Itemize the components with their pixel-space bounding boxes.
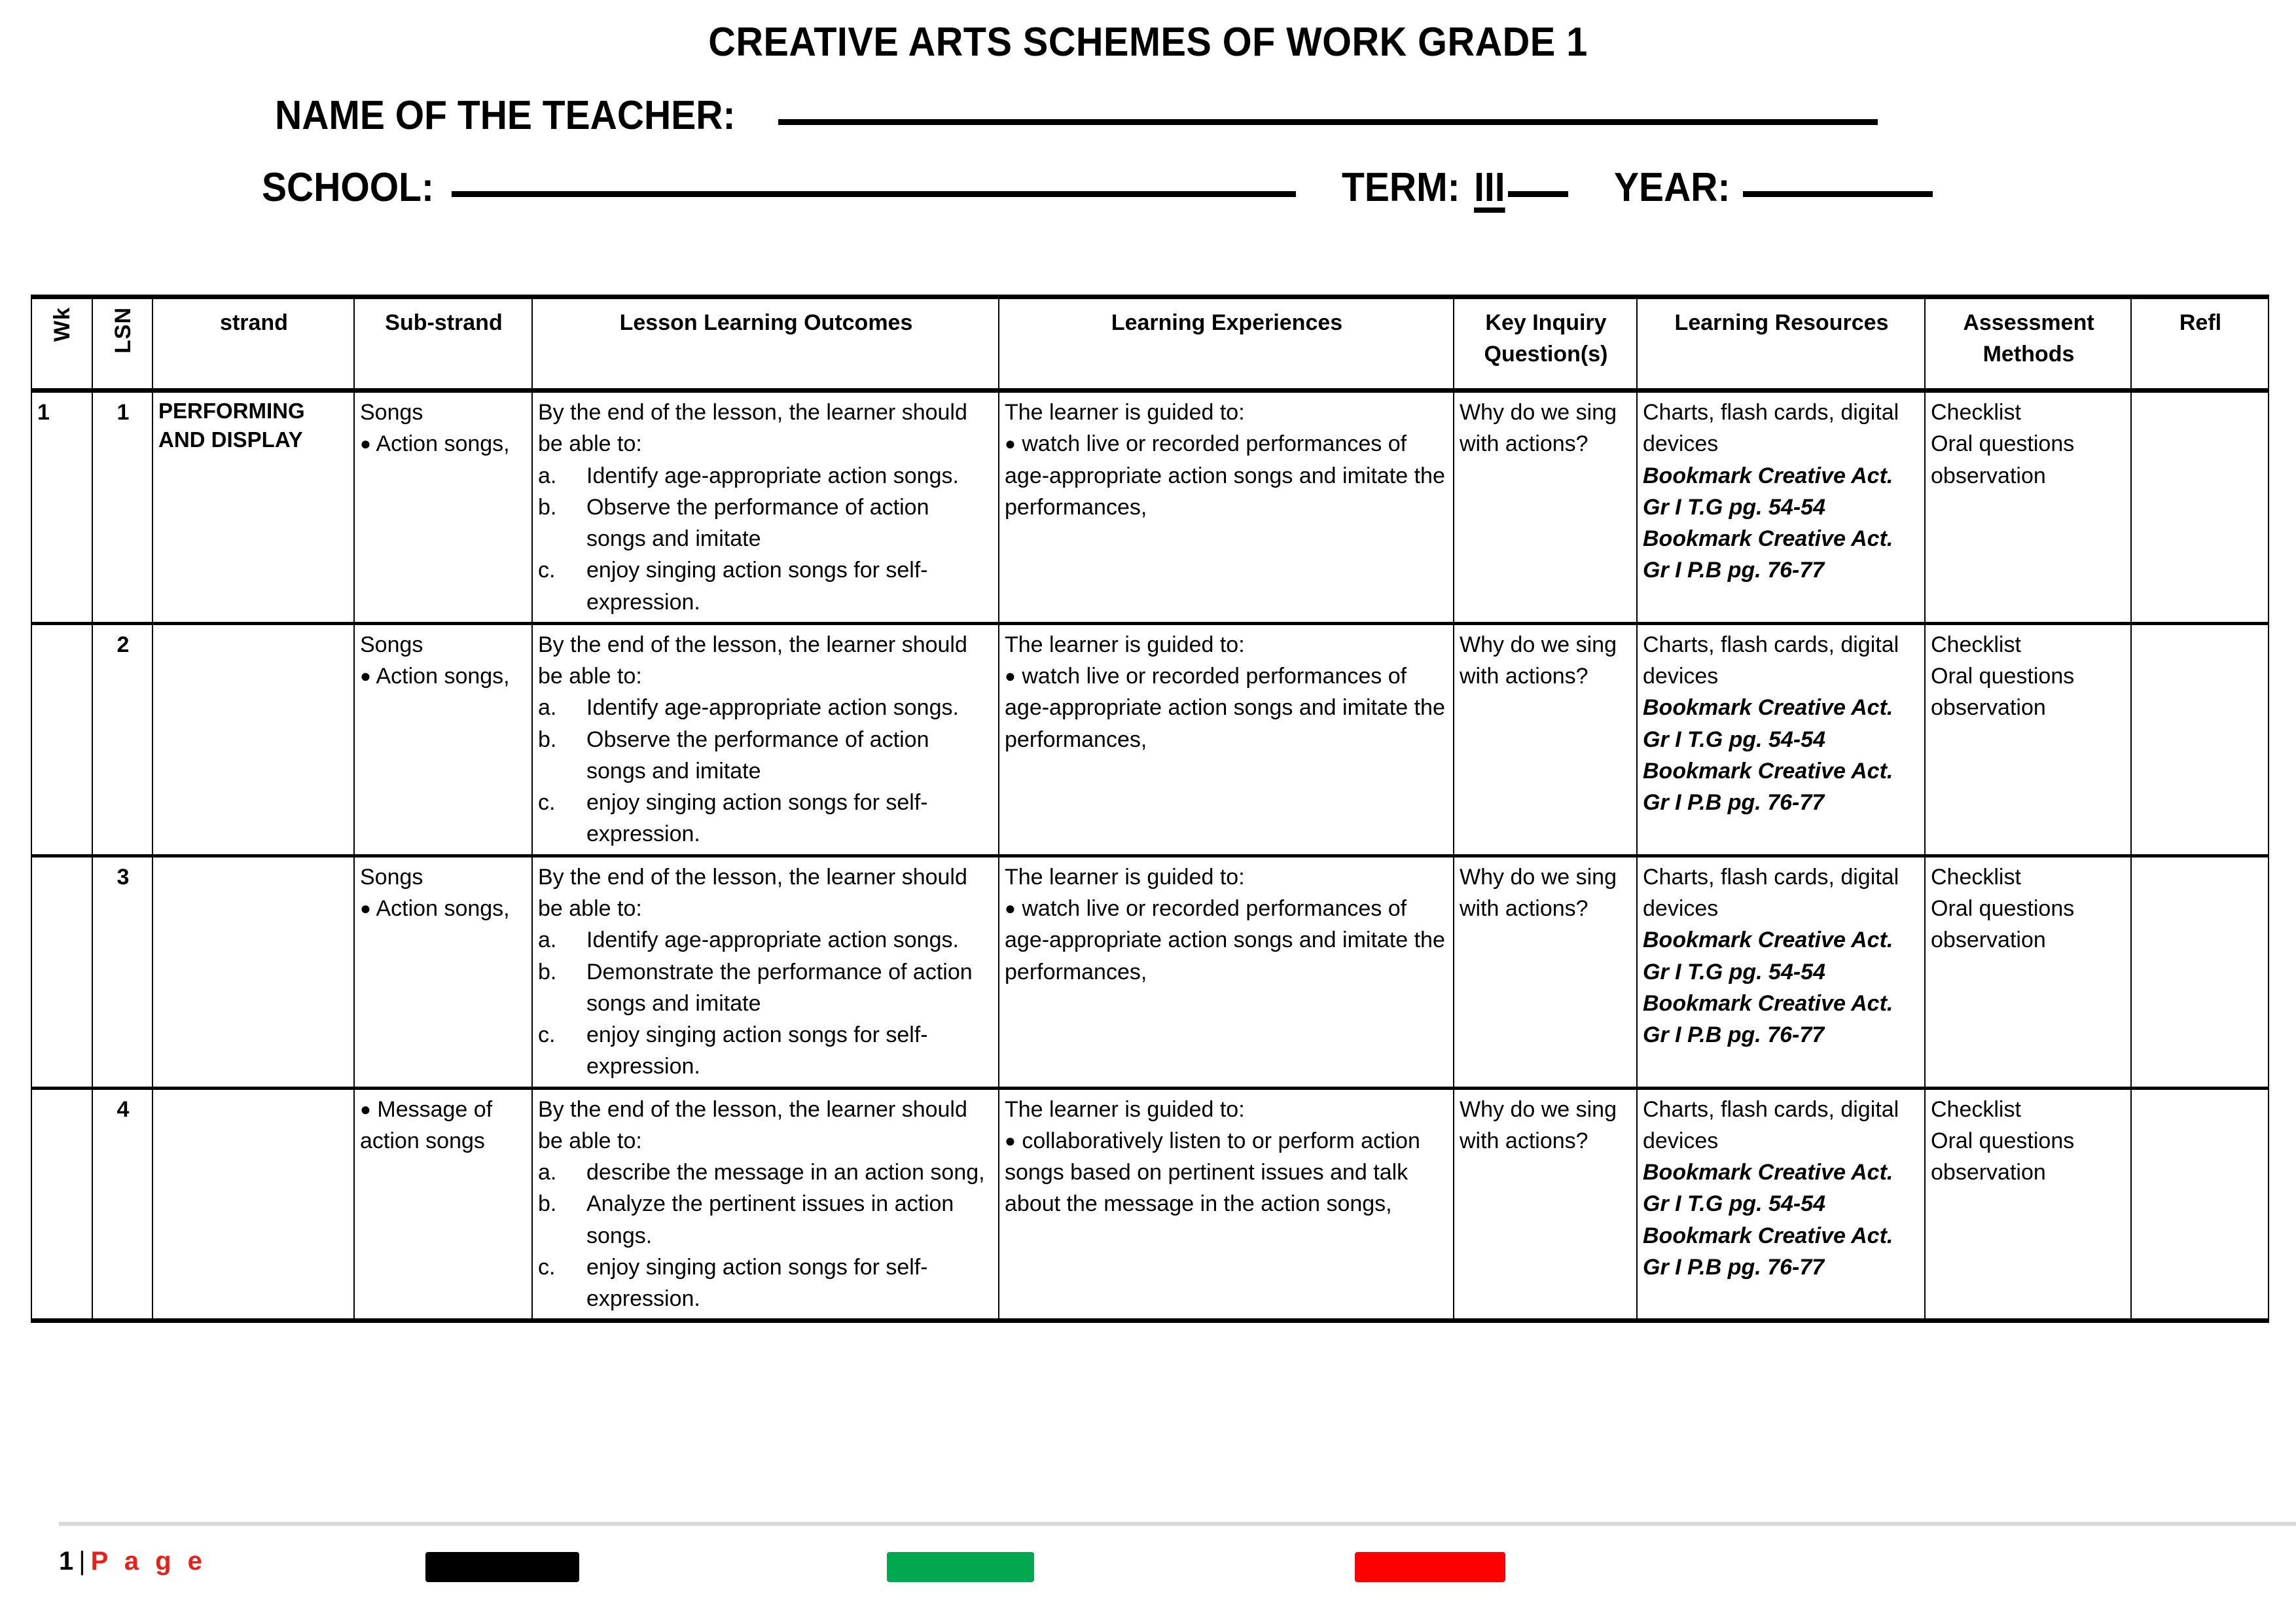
llo-item-marker: c. bbox=[538, 790, 556, 816]
assessment-method-item: observation bbox=[1931, 463, 2046, 488]
le-bullet: ● watch live or recorded performances of age-appropriate action songs and imitate the performances, bbox=[1005, 664, 1445, 752]
teacher-name-label: NAME OF THE TEACHER: bbox=[275, 93, 736, 138]
bullet-icon: ● bbox=[1005, 433, 1016, 454]
le-bullet: ● watch live or recorded performances of age-appropriate action songs and imitate the performances, bbox=[1005, 431, 1445, 520]
assessment-method-item: observation bbox=[1931, 1160, 2046, 1185]
cell-learning-experiences bbox=[999, 1088, 1454, 1321]
table-row bbox=[31, 391, 2269, 624]
cell-assessment-methods bbox=[1925, 1088, 2131, 1321]
cell-learning-resources bbox=[1637, 856, 1925, 1088]
learning-resources-plain: Charts, flash cards, digital devices bbox=[1643, 632, 1899, 689]
llo-item-text: Identify age-appropriate action songs. bbox=[586, 928, 959, 953]
column-header-assessment-methods bbox=[1925, 297, 2131, 391]
cell-assessment-methods bbox=[1925, 623, 2131, 856]
le-intro: The learner is guided to: bbox=[1005, 632, 1245, 657]
term-value[interactable]: III bbox=[1474, 165, 1505, 210]
llo-intro: By the end of the lesson, the learner should be able to: bbox=[538, 864, 967, 921]
assessment-method-item: Checklist bbox=[1931, 864, 2021, 890]
cell-sub-strand bbox=[354, 856, 532, 1088]
learning-resources-plain: Charts, flash cards, digital devices bbox=[1643, 400, 1899, 457]
school-label: SCHOOL: bbox=[262, 165, 435, 210]
le-bullet: ● collaboratively listen to or perform action songs based on pertinent issues and talk about the message in the action songs, bbox=[1005, 1128, 1420, 1217]
le-intro: The learner is guided to: bbox=[1005, 864, 1245, 890]
learning-resource-reference: Bookmark Creative Act. Gr I T.G pg. 54-54 bbox=[1643, 928, 1893, 984]
cell-lesson-learning-outcomes bbox=[532, 856, 999, 1088]
page-footer bbox=[46, 1535, 2258, 1607]
column-header-key-inquiry-questions bbox=[1454, 297, 1637, 391]
learning-resource-reference: Bookmark Creative Act. Gr I P.B pg. 76-77 bbox=[1643, 990, 1893, 1048]
cell-lesson-number: 4 bbox=[92, 1088, 152, 1321]
llo-item bbox=[538, 956, 994, 1020]
sub-strand-bullet: ● Action songs, bbox=[360, 664, 510, 689]
column-header-lr-label: Learning Resources bbox=[1674, 310, 1889, 335]
column-header-kiq-line2: Question(s) bbox=[1484, 342, 1608, 367]
column-header-strand bbox=[152, 297, 354, 391]
assessment-method-item: Oral questions bbox=[1931, 431, 2075, 457]
cell-sub-strand bbox=[354, 623, 532, 856]
cell-week bbox=[31, 1088, 92, 1321]
llo-item bbox=[538, 492, 994, 555]
llo-item-marker: a. bbox=[538, 463, 557, 488]
sub-strand-title: Songs bbox=[360, 400, 423, 425]
school-term-year-row bbox=[0, 136, 2296, 208]
assessment-method-item: observation bbox=[1931, 928, 2046, 953]
sub-strand-bullet: ● Action songs, bbox=[360, 431, 510, 457]
page-number-value: 1 bbox=[59, 1547, 75, 1576]
llo-item-text: enjoy singing action songs for self-expression. bbox=[586, 558, 928, 615]
llo-item-marker: b. bbox=[538, 727, 557, 752]
column-header-refl-label: Refl bbox=[2179, 310, 2222, 335]
llo-item-text: Identify age-appropriate action songs. bbox=[586, 463, 959, 488]
learning-resources-plain: Charts, flash cards, digital devices bbox=[1643, 864, 1899, 921]
cell-learning-resources bbox=[1637, 623, 1925, 856]
table-row bbox=[31, 856, 2269, 1088]
column-header-sub-strand bbox=[354, 297, 532, 391]
column-header-llo-label: Lesson Learning Outcomes bbox=[619, 310, 913, 335]
assessment-method-item: Oral questions bbox=[1931, 1128, 2075, 1153]
cell-learning-experiences bbox=[999, 391, 1454, 624]
cell-learning-resources bbox=[1637, 391, 1925, 624]
sub-strand-bullet: ● Message of action songs bbox=[360, 1096, 493, 1153]
bullet-icon: ● bbox=[360, 897, 371, 918]
school-blank-line[interactable] bbox=[452, 191, 1296, 197]
footer-bar-green bbox=[887, 1552, 1034, 1582]
cell-sub-strand bbox=[354, 1088, 532, 1321]
cell-week bbox=[31, 856, 92, 1088]
teacher-name-blank-line[interactable] bbox=[778, 119, 1878, 125]
le-intro: The learner is guided to: bbox=[1005, 1096, 1245, 1122]
llo-item-marker: c. bbox=[538, 1022, 556, 1048]
assessment-method-item: observation bbox=[1931, 695, 2046, 721]
llo-item bbox=[538, 1252, 994, 1315]
column-header-learning-resources bbox=[1637, 297, 1925, 391]
table-body bbox=[31, 391, 2269, 1321]
llo-item bbox=[538, 724, 994, 787]
column-header-lsn bbox=[92, 297, 152, 391]
term-label: TERM: bbox=[1341, 165, 1460, 210]
llo-item bbox=[538, 1188, 994, 1252]
cell-lesson-number: 1 bbox=[92, 391, 152, 624]
learning-resource-reference: Bookmark Creative Act. Gr I P.B pg. 76-77 bbox=[1643, 758, 1893, 816]
assessment-method-item: Oral questions bbox=[1931, 664, 2075, 689]
llo-item-marker: b. bbox=[538, 959, 557, 984]
cell-strand bbox=[152, 1088, 354, 1321]
llo-item bbox=[538, 924, 994, 956]
llo-intro: By the end of the lesson, the learner should be able to: bbox=[538, 1096, 967, 1153]
bullet-icon: ● bbox=[360, 1098, 371, 1119]
column-header-wk-label: Wk bbox=[50, 307, 75, 342]
le-intro: The learner is guided to: bbox=[1005, 400, 1245, 425]
column-header-lsn-label: LSN bbox=[110, 307, 135, 353]
bullet-icon: ● bbox=[1005, 1130, 1016, 1151]
column-header-kiq-line1: Key Inquiry bbox=[1485, 310, 1607, 335]
llo-item bbox=[538, 1157, 994, 1188]
page-word-label: P a g e bbox=[90, 1547, 207, 1576]
bullet-icon: ● bbox=[1005, 897, 1016, 918]
cell-assessment-methods bbox=[1925, 856, 2131, 1088]
table-row bbox=[31, 623, 2269, 856]
year-label: YEAR: bbox=[1613, 165, 1731, 210]
bullet-icon: ● bbox=[1005, 666, 1016, 687]
column-header-lesson-learning-outcomes bbox=[532, 297, 999, 391]
cell-key-inquiry-question: Why do we sing with actions? bbox=[1454, 391, 1637, 624]
cell-strand bbox=[152, 623, 354, 856]
llo-item-marker: b. bbox=[538, 1191, 557, 1217]
cell-lesson-learning-outcomes bbox=[532, 1088, 999, 1321]
page-title: CREATIVE ARTS SCHEMES OF WORK GRADE 1 bbox=[708, 20, 1588, 65]
year-blank-line[interactable] bbox=[1743, 191, 1933, 197]
table-row bbox=[31, 1088, 2269, 1321]
llo-item-text: Observe the performance of action songs and imitate bbox=[586, 494, 929, 552]
column-header-refl bbox=[2131, 297, 2269, 391]
cell-week bbox=[31, 623, 92, 856]
llo-item-text: enjoy singing action songs for self-expression. bbox=[586, 1022, 928, 1079]
llo-item bbox=[538, 460, 994, 492]
llo-item-text: enjoy singing action songs for self-expression. bbox=[586, 1254, 928, 1312]
cell-lesson-learning-outcomes bbox=[532, 623, 999, 856]
page-number-indicator bbox=[59, 1547, 207, 1576]
column-header-sub-strand-label: Sub-strand bbox=[385, 310, 503, 335]
llo-list bbox=[538, 924, 994, 1082]
llo-item-marker: c. bbox=[538, 1254, 556, 1280]
strand-name: PERFORMING AND DISPLAY bbox=[158, 399, 305, 452]
llo-item-marker: a. bbox=[538, 1160, 557, 1185]
footer-bar-red bbox=[1355, 1552, 1505, 1582]
teacher-name-field-row bbox=[0, 63, 2296, 136]
cell-learning-resources bbox=[1637, 1088, 1925, 1321]
bullet-icon: ● bbox=[360, 433, 371, 454]
cell-key-inquiry-question: Why do we sing with actions? bbox=[1454, 1088, 1637, 1321]
llo-item-marker: c. bbox=[538, 558, 556, 583]
cell-key-inquiry-question: Why do we sing with actions? bbox=[1454, 856, 1637, 1088]
cell-reflection[interactable] bbox=[2131, 391, 2269, 624]
llo-list bbox=[538, 460, 994, 618]
assessment-method-item: Checklist bbox=[1931, 632, 2021, 657]
cell-strand bbox=[152, 856, 354, 1088]
llo-item-text: Observe the performance of action songs and imitate bbox=[586, 727, 929, 784]
le-bullet: ● watch live or recorded performances of age-appropriate action songs and imitate the performances, bbox=[1005, 895, 1445, 984]
llo-item bbox=[538, 787, 994, 850]
learning-resource-reference: Bookmark Creative Act. Gr I P.B pg. 76-77 bbox=[1643, 1223, 1893, 1280]
llo-list bbox=[538, 1157, 994, 1314]
llo-item-text: Analyze the pertinent issues in action songs. bbox=[586, 1191, 954, 1248]
term-blank-line[interactable] bbox=[1508, 191, 1568, 197]
llo-intro: By the end of the lesson, the learner should be able to: bbox=[538, 400, 967, 457]
llo-intro: By the end of the lesson, the learner should be able to: bbox=[538, 632, 967, 689]
cell-learning-experiences bbox=[999, 856, 1454, 1088]
llo-item-text: Identify age-appropriate action songs. bbox=[586, 695, 959, 721]
sub-strand-title: Songs bbox=[360, 864, 423, 890]
assessment-method-item: Checklist bbox=[1931, 400, 2021, 425]
learning-resource-reference: Bookmark Creative Act. Gr I T.G pg. 54-54 bbox=[1643, 463, 1893, 520]
learning-resources-plain: Charts, flash cards, digital devices bbox=[1643, 1096, 1899, 1153]
cell-key-inquiry-question: Why do we sing with actions? bbox=[1454, 623, 1637, 856]
llo-item bbox=[538, 1019, 994, 1083]
footer-bar-black bbox=[425, 1552, 579, 1582]
cell-reflection[interactable] bbox=[2131, 1088, 2269, 1321]
cell-reflection[interactable] bbox=[2131, 856, 2269, 1088]
assessment-method-item: Oral questions bbox=[1931, 895, 2075, 921]
column-header-le-label: Learning Experiences bbox=[1111, 310, 1343, 335]
llo-item-text: describe the message in an action song, bbox=[586, 1160, 985, 1185]
sub-strand-bullet: ● Action songs, bbox=[360, 895, 510, 921]
llo-item-text: Demonstrate the performance of action songs and imitate bbox=[586, 959, 973, 1016]
column-header-am-line1: Assessment bbox=[1963, 310, 2094, 335]
column-header-strand-label: strand bbox=[220, 310, 288, 335]
llo-item bbox=[538, 692, 994, 723]
learning-resource-reference: Bookmark Creative Act. Gr I P.B pg. 76-77 bbox=[1643, 526, 1893, 583]
column-header-learning-experiences bbox=[999, 297, 1454, 391]
learning-resource-reference: Bookmark Creative Act. Gr I T.G pg. 54-54 bbox=[1643, 1160, 1893, 1217]
cell-lesson-learning-outcomes bbox=[532, 391, 999, 624]
table-header-row bbox=[31, 297, 2269, 391]
page-number-separator: | bbox=[79, 1547, 87, 1576]
llo-item bbox=[538, 554, 994, 618]
learning-resource-reference: Bookmark Creative Act. Gr I T.G pg. 54-54 bbox=[1643, 695, 1893, 752]
llo-item-text: enjoy singing action songs for self-expression. bbox=[586, 790, 928, 847]
footer-divider bbox=[59, 1522, 2296, 1526]
column-header-am-line2: Methods bbox=[1982, 342, 2075, 367]
llo-item-marker: a. bbox=[538, 695, 557, 721]
schemes-of-work-table bbox=[31, 295, 2269, 1323]
cell-week: 1 bbox=[31, 391, 92, 624]
sub-strand-title: Songs bbox=[360, 632, 423, 657]
bullet-icon: ● bbox=[360, 666, 371, 687]
column-header-wk bbox=[31, 297, 92, 391]
llo-list bbox=[538, 692, 994, 850]
llo-item-marker: b. bbox=[538, 494, 557, 520]
llo-item-marker: a. bbox=[538, 928, 557, 953]
cell-assessment-methods bbox=[1925, 391, 2131, 624]
cell-lesson-number: 3 bbox=[92, 856, 152, 1088]
cell-reflection[interactable] bbox=[2131, 623, 2269, 856]
cell-learning-experiences bbox=[999, 623, 1454, 856]
cell-sub-strand bbox=[354, 391, 532, 624]
cell-strand bbox=[152, 391, 354, 624]
assessment-method-item: Checklist bbox=[1931, 1096, 2021, 1122]
cell-lesson-number: 2 bbox=[92, 623, 152, 856]
